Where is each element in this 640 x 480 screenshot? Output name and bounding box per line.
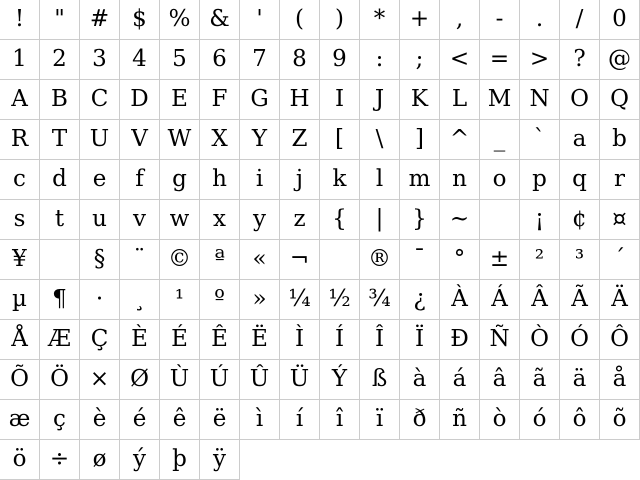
glyph-cell[interactable]: * (360, 0, 400, 40)
glyph-cell[interactable]: à (400, 360, 440, 400)
glyph-cell[interactable]: ¶ (40, 280, 80, 320)
glyph-cell[interactable]: o (480, 160, 520, 200)
glyph-cell[interactable]: @ (600, 40, 640, 80)
glyph-cell[interactable]: U (80, 120, 120, 160)
glyph-cell[interactable]: õ (600, 400, 640, 440)
glyph-cell[interactable]: h (200, 160, 240, 200)
glyph-cell[interactable]: ¹ (160, 280, 200, 320)
glyph-cell[interactable]: Â (520, 280, 560, 320)
glyph-cell[interactable]: ( (280, 0, 320, 40)
glyph-cell[interactable]: È (120, 320, 160, 360)
glyph-cell[interactable]: ê (160, 400, 200, 440)
glyph-cell[interactable]: 7 (240, 40, 280, 80)
glyph-cell[interactable]: ø (80, 440, 120, 480)
glyph-cell[interactable]: I (320, 80, 360, 120)
glyph-cell[interactable]: º (200, 280, 240, 320)
empty-cell (440, 440, 480, 480)
glyph-cell[interactable]: } (400, 200, 440, 240)
empty-cell (480, 440, 520, 480)
glyph-cell[interactable]: ® (360, 240, 400, 280)
glyph-cell[interactable]: ÷ (40, 440, 80, 480)
glyph-cell[interactable]: ' (240, 0, 280, 40)
glyph-cell[interactable]: 9 (320, 40, 360, 80)
glyph-cell[interactable]: ¡ (520, 200, 560, 240)
glyph-cell[interactable]: d (40, 160, 80, 200)
glyph-cell[interactable]: A (0, 80, 40, 120)
glyph-cell[interactable]: þ (160, 440, 200, 480)
glyph-cell[interactable]: 4 (120, 40, 160, 80)
glyph-cell[interactable]: y (240, 200, 280, 240)
glyph-cell[interactable]: X (200, 120, 240, 160)
glyph-cell[interactable]: g (160, 160, 200, 200)
glyph-cell[interactable]: " (40, 0, 80, 40)
glyph-cell[interactable]: ¯ (400, 240, 440, 280)
glyph-cell[interactable]: Û (240, 360, 280, 400)
glyph-cell[interactable]: w (160, 200, 200, 240)
glyph-cell[interactable]: ý (120, 440, 160, 480)
glyph-cell[interactable]: f (120, 160, 160, 200)
glyph-cell[interactable]: Æ (40, 320, 80, 360)
glyph-cell[interactable]: n (440, 160, 480, 200)
glyph-cell[interactable]: H (280, 80, 320, 120)
glyph-cell[interactable]: v (120, 200, 160, 240)
glyph-cell[interactable]: ° (440, 240, 480, 280)
glyph-cell[interactable]: Ê (200, 320, 240, 360)
glyph-cell[interactable]: Ò (520, 320, 560, 360)
glyph-cell[interactable]: ¬ (280, 240, 320, 280)
glyph-cell[interactable]: ² (520, 240, 560, 280)
glyph-cell[interactable]: N (520, 80, 560, 120)
glyph-cell[interactable]: u (80, 200, 120, 240)
glyph-cell[interactable]: å (600, 360, 640, 400)
glyph-cell[interactable]: [ (320, 120, 360, 160)
glyph-cell[interactable]: ñ (440, 400, 480, 440)
glyph-cell[interactable]: Ñ (480, 320, 520, 360)
glyph-cell[interactable]: ¿ (400, 280, 440, 320)
glyph-cell[interactable]: t (40, 200, 80, 240)
glyph-cell[interactable]: ´ (600, 240, 640, 280)
glyph-cell[interactable]: À (440, 280, 480, 320)
glyph-cell[interactable]: + (400, 0, 440, 40)
glyph-cell[interactable]: M (480, 80, 520, 120)
glyph-cell[interactable]: ³ (560, 240, 600, 280)
glyph-cell[interactable]: \ (360, 120, 400, 160)
glyph-cell[interactable]: µ (0, 280, 40, 320)
glyph-cell[interactable]: . (520, 0, 560, 40)
empty-cell (560, 440, 600, 480)
glyph-cell[interactable]: ó (520, 400, 560, 440)
glyph-cell[interactable]: ë (200, 400, 240, 440)
glyph-cell[interactable]: 6 (200, 40, 240, 80)
glyph-cell[interactable]: J (360, 80, 400, 120)
glyph-cell[interactable]: ö (0, 440, 40, 480)
glyph-cell[interactable]: ¢ (560, 200, 600, 240)
glyph-cell[interactable]: × (80, 360, 120, 400)
glyph-cell[interactable]: L (440, 80, 480, 120)
glyph-cell[interactable]: b (600, 120, 640, 160)
glyph-cell[interactable]: 8 (280, 40, 320, 80)
glyph-cell[interactable]: Z (280, 120, 320, 160)
glyph-cell[interactable]: # (80, 0, 120, 40)
glyph-cell[interactable]: | (360, 200, 400, 240)
glyph-cell[interactable]: c (0, 160, 40, 200)
glyph-cell[interactable]: ì (240, 400, 280, 440)
glyph-cell[interactable]: p (520, 160, 560, 200)
glyph-cell[interactable]: Ó (560, 320, 600, 360)
glyph-cell[interactable]: % (160, 0, 200, 40)
glyph-cell[interactable]: ! (0, 0, 40, 40)
glyph-cell[interactable]: - (480, 0, 520, 40)
glyph-cell[interactable]: é (120, 400, 160, 440)
glyph-cell[interactable]: R (0, 120, 40, 160)
glyph-cell[interactable]: ï (360, 400, 400, 440)
glyph-cell[interactable]: 3 (80, 40, 120, 80)
glyph-cell[interactable]: Y (240, 120, 280, 160)
glyph-cell[interactable]: < (440, 40, 480, 80)
glyph-cell[interactable]: m (400, 160, 440, 200)
glyph-cell[interactable] (480, 200, 520, 240)
glyph-cell[interactable]: k (320, 160, 360, 200)
glyph-cell[interactable]: Ü (280, 360, 320, 400)
glyph-cell[interactable]: Ì (280, 320, 320, 360)
glyph-cell[interactable]: : (360, 40, 400, 80)
glyph-cell[interactable]: 1 (0, 40, 40, 80)
glyph-cell[interactable]: Ä (600, 280, 640, 320)
glyph-cell[interactable]: Ø (120, 360, 160, 400)
empty-cell (360, 440, 400, 480)
glyph-cell[interactable]: Î (360, 320, 400, 360)
glyph-cell[interactable]: C (80, 80, 120, 120)
glyph-cell[interactable]: E (160, 80, 200, 120)
glyph-cell[interactable]: x (200, 200, 240, 240)
glyph-cell[interactable]: ¼ (280, 280, 320, 320)
glyph-cell[interactable]: ò (480, 400, 520, 440)
glyph-cell[interactable]: { (320, 200, 360, 240)
glyph-cell[interactable]: ¥ (0, 240, 40, 280)
glyph-cell[interactable]: F (200, 80, 240, 120)
glyph-cell[interactable]: Å (0, 320, 40, 360)
glyph-cell[interactable]: ? (560, 40, 600, 80)
glyph-cell[interactable]: z (280, 200, 320, 240)
glyph-cell[interactable]: Ç (80, 320, 120, 360)
glyph-cell[interactable]: D (120, 80, 160, 120)
glyph-cell[interactable]: Á (480, 280, 520, 320)
glyph-cell[interactable]: W (160, 120, 200, 160)
glyph-cell[interactable]: ½ (320, 280, 360, 320)
glyph-cell[interactable]: ; (400, 40, 440, 80)
empty-cell (320, 440, 360, 480)
glyph-cell[interactable]: O (560, 80, 600, 120)
glyph-cell[interactable]: q (560, 160, 600, 200)
glyph-cell[interactable]: e (80, 160, 120, 200)
glyph-cell[interactable]: G (240, 80, 280, 120)
glyph-cell[interactable]: î (320, 400, 360, 440)
glyph-cell[interactable]: Í (320, 320, 360, 360)
glyph-cell[interactable]: Ù (160, 360, 200, 400)
glyph-cell[interactable]: ] (400, 120, 440, 160)
glyph-cell[interactable] (320, 240, 360, 280)
glyph-cell[interactable]: Ð (440, 320, 480, 360)
empty-cell (400, 440, 440, 480)
glyph-cell[interactable]: a (560, 120, 600, 160)
glyph-cell[interactable]: , (440, 0, 480, 40)
glyph-cell[interactable]: ç (40, 400, 80, 440)
glyph-cell[interactable]: 0 (600, 0, 640, 40)
glyph-cell[interactable]: » (240, 280, 280, 320)
glyph-cell[interactable]: É (160, 320, 200, 360)
glyph-cell[interactable]: ¤ (600, 200, 640, 240)
glyph-cell[interactable]: ± (480, 240, 520, 280)
glyph-cell[interactable]: í (280, 400, 320, 440)
empty-cell (280, 440, 320, 480)
glyph-cell[interactable]: â (480, 360, 520, 400)
glyph-cell[interactable]: B (40, 80, 80, 120)
glyph-cell[interactable]: ÿ (200, 440, 240, 480)
glyph-cell[interactable]: ô (560, 400, 600, 440)
glyph-cell[interactable]: ` (520, 120, 560, 160)
empty-cell (600, 440, 640, 480)
glyph-cell[interactable]: Ë (240, 320, 280, 360)
glyph-cell[interactable]: j (280, 160, 320, 200)
glyph-cell[interactable]: Ô (600, 320, 640, 360)
glyph-cell[interactable]: l (360, 160, 400, 200)
glyph-cell[interactable]: · (80, 280, 120, 320)
glyph-cell[interactable]: Ã (560, 280, 600, 320)
glyph-cell[interactable]: Ú (200, 360, 240, 400)
glyph-cell[interactable]: Õ (0, 360, 40, 400)
glyph-cell[interactable]: ¾ (360, 280, 400, 320)
glyph-cell[interactable]: ^ (440, 120, 480, 160)
glyph-cell[interactable]: ß (360, 360, 400, 400)
glyph-cell[interactable]: © (160, 240, 200, 280)
glyph-cell[interactable]: Ý (320, 360, 360, 400)
glyph-cell[interactable]: r (600, 160, 640, 200)
glyph-cell[interactable]: æ (0, 400, 40, 440)
glyph-cell[interactable] (40, 240, 80, 280)
glyph-cell[interactable]: « (240, 240, 280, 280)
glyph-cell[interactable]: ¸ (120, 280, 160, 320)
glyph-cell[interactable]: ä (560, 360, 600, 400)
glyph-cell[interactable]: Q (600, 80, 640, 120)
glyph-cell[interactable]: ã (520, 360, 560, 400)
glyph-cell[interactable]: § (80, 240, 120, 280)
glyph-cell[interactable]: = (480, 40, 520, 80)
glyph-cell[interactable]: & (200, 0, 240, 40)
glyph-cell[interactable]: T (40, 120, 80, 160)
glyph-cell[interactable]: ð (400, 400, 440, 440)
glyph-cell[interactable]: ª (200, 240, 240, 280)
glyph-cell[interactable]: 2 (40, 40, 80, 80)
glyph-cell[interactable]: ¨ (120, 240, 160, 280)
glyph-cell[interactable]: s (0, 200, 40, 240)
glyph-cell[interactable]: V (120, 120, 160, 160)
glyph-cell[interactable]: á (440, 360, 480, 400)
glyph-cell[interactable]: ) (320, 0, 360, 40)
glyph-cell[interactable]: / (560, 0, 600, 40)
glyph-cell[interactable]: i (240, 160, 280, 200)
glyph-cell[interactable]: ~ (440, 200, 480, 240)
glyph-cell[interactable]: _ (480, 120, 520, 160)
glyph-cell[interactable]: 5 (160, 40, 200, 80)
glyph-cell[interactable]: Ö (40, 360, 80, 400)
glyph-cell[interactable]: K (400, 80, 440, 120)
glyph-cell[interactable]: $ (120, 0, 160, 40)
glyph-cell[interactable]: Ï (400, 320, 440, 360)
glyph-cell[interactable]: è (80, 400, 120, 440)
glyph-cell[interactable]: > (520, 40, 560, 80)
empty-cell (520, 440, 560, 480)
empty-cell (240, 440, 280, 480)
